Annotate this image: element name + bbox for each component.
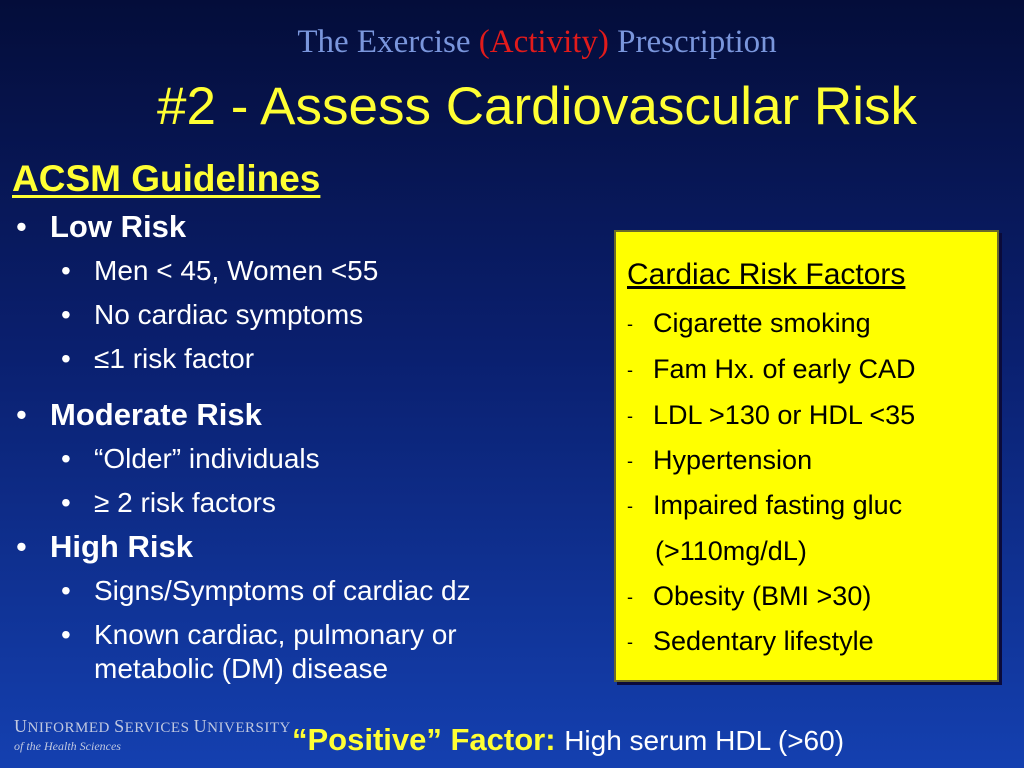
- bullet-icon: •: [16, 529, 27, 564]
- guidelines-heading: ACSM Guidelines: [12, 158, 321, 199]
- risk-item: [14, 298, 614, 332]
- risk-item: [14, 342, 614, 376]
- risk-factor-item: [627, 354, 916, 385]
- bullet-icon: •: [61, 343, 71, 374]
- risk-factor-text: (>110mg/dL): [655, 536, 807, 566]
- bullet-icon: •: [61, 575, 71, 606]
- risk-factor-text: Fam Hx. of early CAD: [653, 354, 916, 384]
- bullet-icon: •: [61, 255, 71, 286]
- bullet-icon: •: [61, 487, 71, 518]
- risk-item-text: ≥ 2 risk factors: [94, 487, 276, 518]
- risk-item: [14, 442, 614, 476]
- risk-factor-text: Sedentary lifestyle: [653, 626, 874, 656]
- bullet-icon: •: [61, 299, 71, 330]
- risk-item: [14, 254, 614, 288]
- dash-icon: -: [627, 406, 633, 427]
- risk-category-high: [14, 526, 614, 568]
- logo-name: UNIFORMED SERVICES UNIVERSITY: [14, 716, 291, 736]
- risk-item-text: No cardiac symptoms: [94, 299, 364, 330]
- dash-icon: -: [627, 496, 633, 517]
- dash-icon: -: [627, 314, 633, 335]
- risk-factor-text: Hypertension: [653, 445, 813, 475]
- risk-factor-item: [627, 308, 871, 339]
- positive-factor: [292, 722, 844, 758]
- slide-subtitle: [0, 24, 1024, 61]
- dash-icon: -: [627, 587, 633, 608]
- risk-item-text: “Older” individuals: [94, 443, 320, 474]
- dash-icon: -: [627, 360, 633, 381]
- risk-factor-item: [627, 581, 871, 612]
- risk-factor-text: LDL >130 or HDL <35: [653, 400, 916, 430]
- risk-factor-text: Cigarette smoking: [653, 308, 871, 338]
- risk-category-label: High Risk: [50, 529, 193, 564]
- risk-factor-text: Obesity (BMI >30): [653, 581, 872, 611]
- subtitle-part2: Prescription: [608, 24, 777, 60]
- bullet-icon: •: [16, 209, 27, 244]
- risk-box-title: Cardiac Risk Factors: [627, 258, 906, 291]
- dash-icon: -: [627, 451, 633, 472]
- risk-factor-item: [627, 400, 915, 431]
- positive-factor-colon: :: [545, 722, 565, 757]
- risk-category-low: [14, 206, 614, 248]
- positive-factor-label: “Positive” Factor: [292, 722, 546, 757]
- subtitle-part1: The Exercise: [297, 24, 479, 60]
- risk-item-text: ≤1 risk factor: [94, 343, 255, 374]
- risk-item: [14, 574, 614, 608]
- risk-factor-item-continued: [655, 536, 807, 567]
- bullet-icon: •: [61, 619, 71, 650]
- risk-category-label: Low Risk: [50, 209, 187, 244]
- subtitle-accent: (Activity): [478, 24, 609, 60]
- slide-title: #2 - Assess Cardiovascular Risk: [157, 77, 917, 136]
- positive-factor-text: High serum HDL (>60): [564, 725, 845, 756]
- risk-factor-item: [627, 445, 812, 476]
- bullet-icon: •: [16, 397, 27, 432]
- risk-list: [14, 206, 614, 696]
- logo-tagline: of the Health Sciences: [14, 739, 121, 753]
- risk-item: [14, 618, 514, 686]
- bullet-icon: •: [61, 443, 71, 474]
- risk-item-text: Men < 45, Women <55: [94, 255, 379, 286]
- risk-category-moderate: [14, 394, 614, 436]
- risk-item-text: Signs/Symptoms of cardiac dz: [94, 575, 471, 606]
- risk-factor-item: [627, 626, 874, 657]
- risk-item: [14, 486, 614, 520]
- cardiac-risk-factors-box: [614, 230, 999, 682]
- university-logo: [14, 716, 291, 754]
- risk-factor-item: [627, 490, 902, 521]
- risk-factor-text: Impaired fasting gluc: [653, 490, 903, 520]
- dash-icon: -: [627, 632, 633, 653]
- risk-item-text: Known cardiac, pulmonary or metabolic (DM) disease: [94, 619, 457, 684]
- risk-category-label: Moderate Risk: [50, 397, 262, 432]
